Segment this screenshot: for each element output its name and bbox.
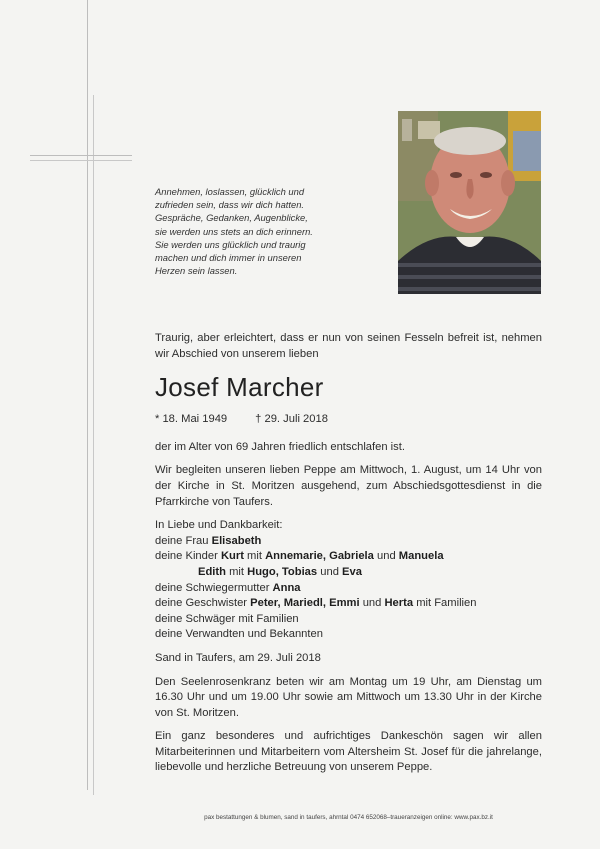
mourner-in-laws: deine Schwäger mit Familien: [155, 612, 299, 625]
poem-line: Sie werden uns glücklich und traurig: [155, 238, 306, 250]
deceased-name: Josef Marcher: [155, 372, 324, 403]
mourner-children-2: Edith mit Hugo, Tobias und Eva: [198, 565, 362, 578]
age-line: der im Alter von 69 Jahren friedlich entschlafen ist.: [155, 440, 405, 453]
poem-line: Gespräche, Gedanken, Augenblicke,: [155, 212, 308, 224]
footer-imprint: pax bestattungen & blumen, sand in taufers, ahrntal 0474 652068–traueranzeigen online: www.pax.bz.it: [204, 814, 493, 821]
cross-vertical-line: [87, 0, 88, 790]
birth-date: * 18. Mai 1949: [155, 413, 228, 426]
death-date: † 29. Juli 2018: [255, 413, 328, 426]
cross-vertical-line-inner: [93, 95, 94, 795]
cross-horizontal-line: [30, 155, 132, 156]
place-date: Sand in Taufers, am 29. Juli 2018: [155, 651, 321, 664]
poem-line: machen und dich immer in unseren: [155, 252, 302, 264]
poem-line: zufrieden sein, dass wir dich hatten.: [155, 199, 305, 211]
mourner-siblings: deine Geschwister Peter, Mariedl, Emmi und Herta mit Familien: [155, 597, 477, 610]
poem-line: Herzen sein lassen.: [155, 265, 238, 277]
poem-line: Annehmen, loslassen, glücklich und: [155, 186, 305, 197]
mourners-heading: In Liebe und Dankbarkeit:: [155, 519, 283, 532]
intro-text: Traurig, aber erleichtert, dass er nun von seinen Fesseln befreit ist, nehmen wir Abschied von unserem lieben: [155, 332, 542, 360]
mourners-list: [155, 518, 542, 643]
poem-line: sie werden uns stets an dich erinnern.: [155, 225, 313, 237]
mourner-wife: deine Frau Elisabeth: [155, 534, 262, 547]
portrait-illustration: [398, 111, 541, 294]
rosary-info: Den Seelenrosenkranz beten wir am Montag um 19 Uhr, am Dienstag um 16.30 Uhr und um 19.00 Uhr sowie am Mittwoch um 13.30 Uhr in der Kirche von St. Moritzen.: [155, 675, 542, 719]
mourner-mother-in-law: deine Schwiegermutter Anna: [155, 581, 301, 594]
mourner-relatives: deine Verwandten und Bekannten: [155, 628, 323, 641]
life-dates: [155, 412, 542, 428]
mourner-children-1: deine Kinder Kurt mit Annemarie, Gabriela und Manuela: [155, 550, 444, 563]
portrait-photo: [398, 111, 541, 294]
cross-horizontal-line-inner: [30, 160, 132, 161]
obituary-text: [155, 331, 542, 784]
memorial-poem: [155, 185, 355, 277]
thanks-text: Ein ganz besonderes und aufrichtiges Dankeschön sagen wir allen Mitarbeiterinnen und Mitarbeitern vom Altersheim St. Josef für die jahrelange, liebevolle und herzliche Betreuung von unserem Peppe.: [155, 730, 542, 774]
funeral-info: Wir begleiten unseren lieben Peppe am Mittwoch, 1. August, um 14 Uhr von der Kirche in St. Moritzen ausgehend, zum Abschiedsgottesdienst in die Pfarrkirche von Taufers.: [155, 464, 542, 508]
